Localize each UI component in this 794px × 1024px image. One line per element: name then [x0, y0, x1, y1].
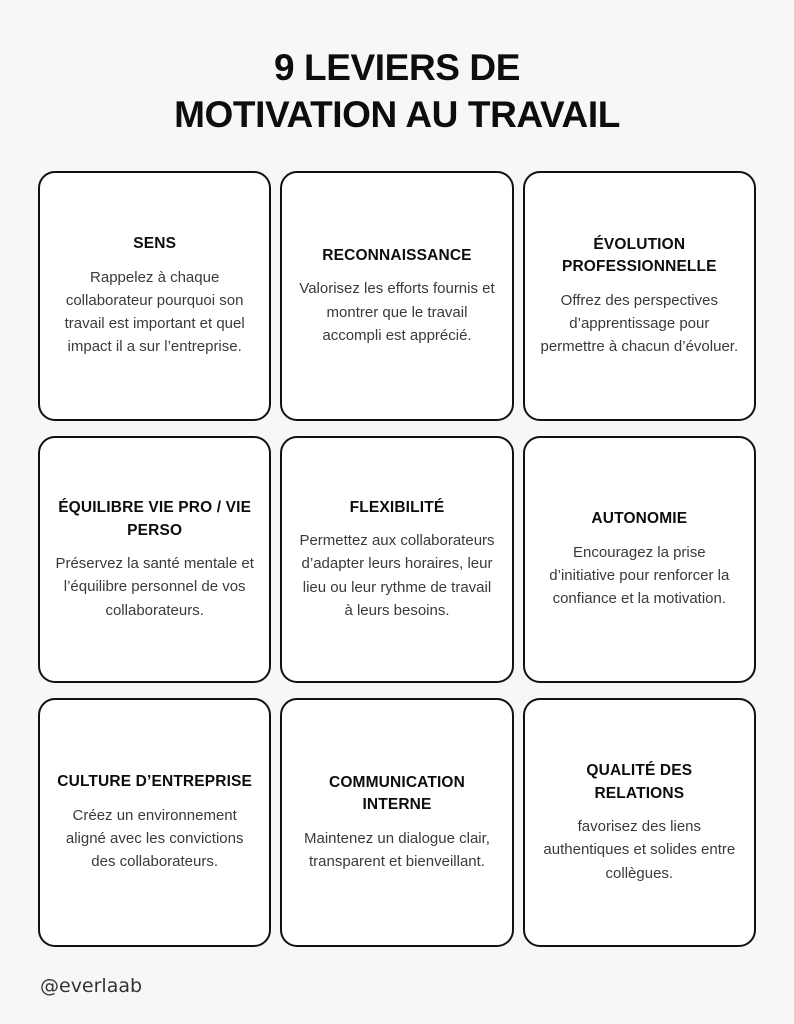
lever-card-body: Encouragez la prise d’initiative pour renforcer la confiance et la motivation. [549, 543, 730, 608]
lever-card-title: ÉQUILIBRE VIE PRO / VIE PERSO [58, 499, 252, 539]
page-title [0, 0, 794, 139]
lever-card-body: Préservez la santé mentale et l’équilibre personnel de vos collaborateurs. [55, 555, 254, 619]
lever-card-body: Rappelez à chaque collaborateur pourquoi son travail est important et quel impact il a sur l’entreprise. [64, 268, 245, 356]
lever-card-evolution-professionnelle [523, 171, 756, 421]
lever-card-autonomie [523, 436, 756, 683]
lever-card-title: COMMUNICATION INTERNE [329, 773, 465, 814]
lever-card-body: Valorisez les efforts fournis et montrer que le travail accompli est apprécié. [299, 280, 495, 344]
lever-card-title: CULTURE D’ENTREPRISE [57, 773, 253, 791]
lever-card-body: Offrez des perspectives d’apprentissage pour permettre à chacun d’évoluer. [540, 291, 739, 356]
page-title-line-2: MOTIVATION AU TRAVAIL [174, 94, 620, 136]
lever-card-title: RECONNAISSANCE [322, 246, 472, 264]
lever-card-communication-interne [280, 698, 513, 947]
lever-card-body: Permettez aux collaborateurs d’adapter leurs horaires, leur lieu ou leur rythme de travail à leurs besoins. [299, 532, 495, 619]
lever-card-title: FLEXIBILITÉ [349, 498, 445, 516]
lever-card-body: Maintenez un dialogue clair, transparent et bienveillant. [304, 829, 490, 870]
lever-card-sens [38, 171, 271, 421]
lever-card-title: QUALITÉ DES RELATIONS [586, 762, 693, 802]
page-title-line-1: 9 LEVIERS DE [273, 47, 521, 88]
lever-card-title: ÉVOLUTION PROFESSIONNELLE [561, 235, 717, 276]
lever-card-title: SENS [133, 235, 177, 253]
lever-card-equilibre-vie-pro-vie-perso [38, 436, 271, 683]
levers-grid [38, 171, 756, 947]
lever-card-body: favorisez des liens authentiques et solides entre collègues. [543, 818, 736, 882]
author-handle: @everlaab [40, 975, 143, 997]
lever-card-title: AUTONOMIE [591, 510, 688, 528]
lever-card-qualite-des-relations [523, 698, 756, 947]
lever-card-body: Créez un environnement aligné avec les convictions des collaborateurs. [65, 806, 244, 871]
lever-card-culture-dentreprise [38, 698, 271, 947]
lever-card-flexibilite [280, 436, 513, 683]
lever-card-reconnaissance [280, 171, 513, 421]
